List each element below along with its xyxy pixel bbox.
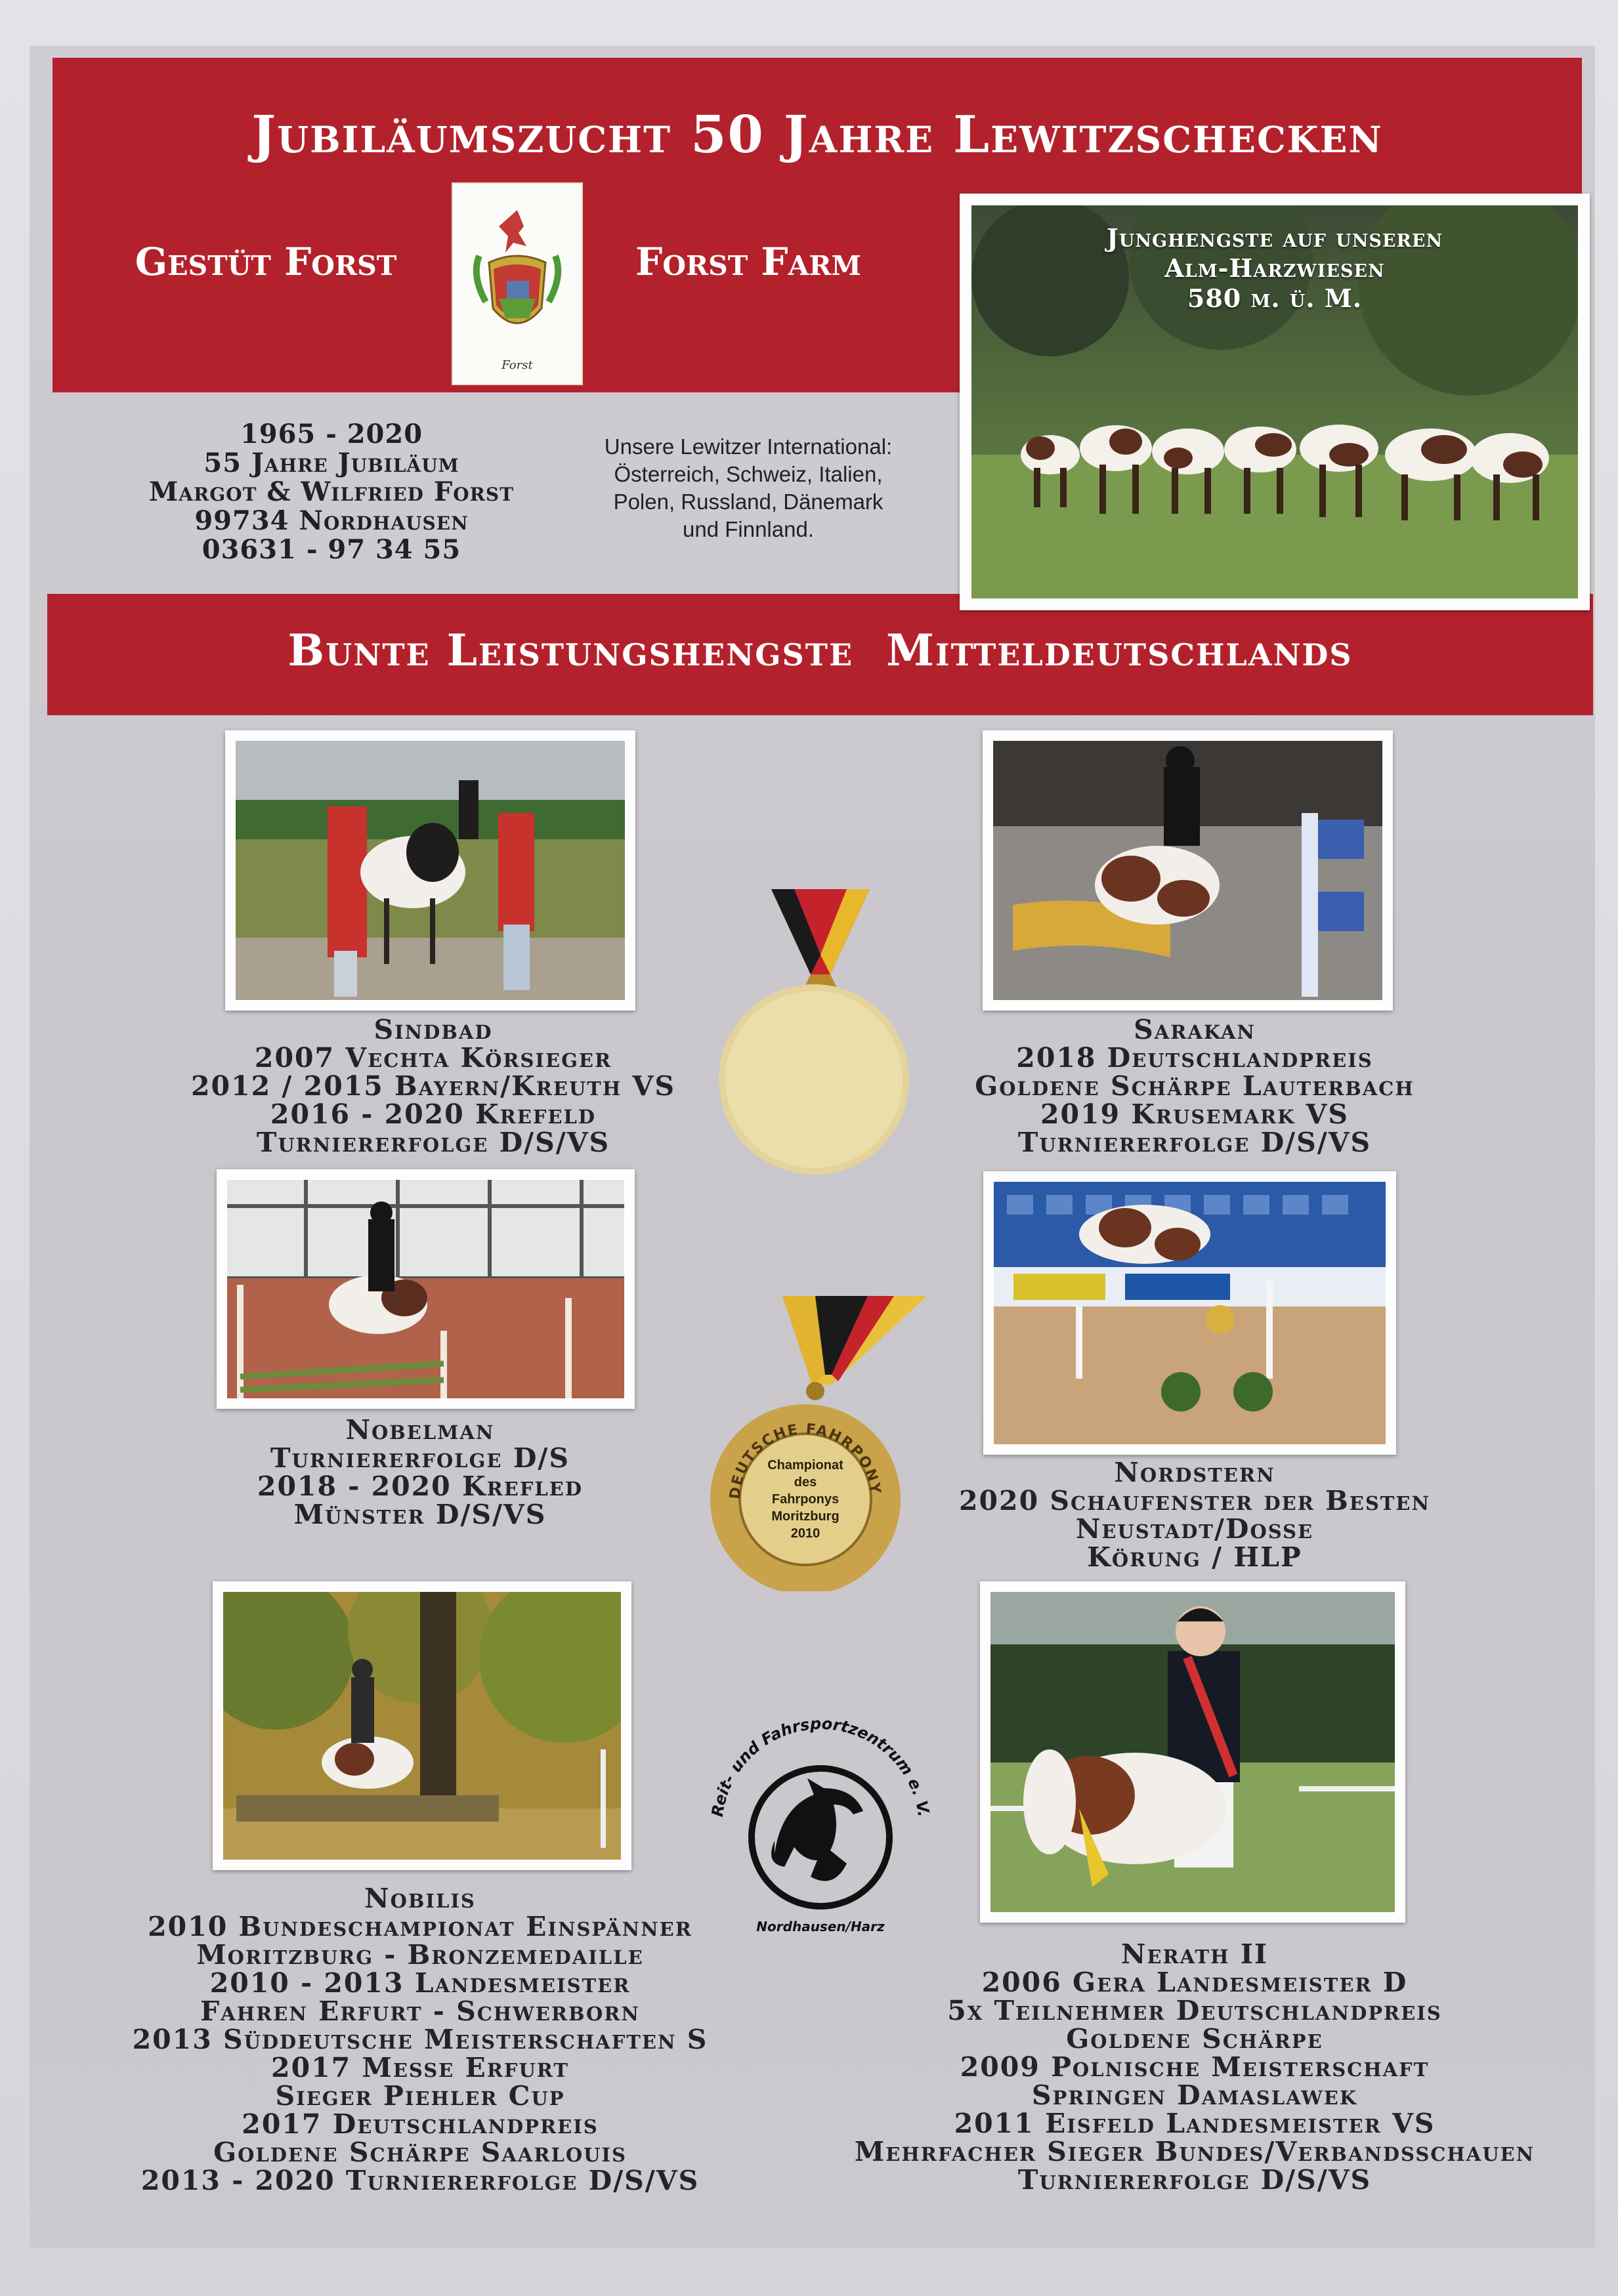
caption-nordstern <box>906 1459 1483 1572</box>
medal-center-text <box>759 1457 851 1542</box>
photo-nordstern-image <box>994 1182 1386 1444</box>
stallion-line: 2011 Eisfeld Landesmeister VS <box>954 2108 1436 2139</box>
poster-title: Jubiläumszucht 50 Jahre Lewitzschecken <box>251 105 1383 165</box>
stallion-line: 2017 Deutschlandpreis <box>242 2108 599 2140</box>
stallion-line: 2013 - 2020 Turniererfolge D/S/VS <box>140 2165 700 2196</box>
stallion-line: 5x Teilnehmer Deutschlandpreis <box>947 1995 1442 2026</box>
stallion-name: Nerath II <box>1120 1938 1269 1970</box>
caption-nerath <box>807 1940 1582 2194</box>
stallion-line: 2020 Schaufenster der Besten <box>959 1485 1430 1516</box>
stallion-line: Turniererfolge D/S/VS <box>1017 2164 1372 2196</box>
crest-caption: Forst <box>501 358 533 372</box>
photo-nobilis <box>213 1581 631 1870</box>
stallion-line: 2018 - 2020 Krefled <box>257 1471 584 1502</box>
photo-nobelman-image <box>227 1180 624 1398</box>
stallion-name: Sarakan <box>1134 1014 1256 1045</box>
international-line-4: und Finnland. <box>683 517 814 541</box>
international-block <box>571 433 926 543</box>
stallion-line: Münster D/S/VS <box>293 1499 547 1530</box>
stallion-line: 2010 - 2013 Landesmeister <box>209 1967 631 1999</box>
stallion-line: Körung / HLP <box>1087 1541 1302 1573</box>
medal-line: Fahrponys <box>771 1492 840 1507</box>
stallion-line: 2009 Polnische Meisterschaft <box>960 2051 1430 2083</box>
club-logo <box>696 1690 945 1939</box>
hero-caption-line-2: Alm-Harzwiesen <box>1164 253 1385 283</box>
contact-jubilee: 55 Jahre Jubiläum <box>203 448 459 478</box>
medal-2 <box>704 1296 933 1591</box>
family-crest <box>452 182 583 385</box>
contact-names: Margot & Wilfried Forst <box>149 476 514 507</box>
medal-1 <box>715 889 926 1191</box>
contact-years: 1965 - 2020 <box>240 419 423 449</box>
photo-nerath-image <box>990 1592 1395 1912</box>
stallion-line: Moritzburg - Bronzemedaille <box>196 1939 644 1971</box>
stallion-line: 2019 Krusemark VS <box>1040 1098 1350 1130</box>
gestuet-label: Gestüt Forst <box>135 240 397 284</box>
photo-nordstern <box>983 1171 1396 1455</box>
stallion-name: Nobilis <box>364 1883 476 1914</box>
medal-line: 2010 <box>790 1526 820 1541</box>
international-line-3: Polen, Russland, Dänemark <box>613 490 884 514</box>
stallion-name: Nordstern <box>1114 1457 1275 1488</box>
stallion-name: Sindbad <box>373 1014 493 1045</box>
stallion-line: 2013 Süddeutsche Meisterschaften S <box>132 2024 708 2055</box>
caption-sindbad <box>131 1016 735 1157</box>
caption-nobilis <box>85 1885 755 2195</box>
contact-phone: 03631 - 97 34 55 <box>202 534 461 565</box>
caption-sarakan <box>906 1016 1483 1157</box>
logo-arc-text: Reit- und Fahrsportzentrum e. V. <box>708 1714 933 1818</box>
stallion-line: Mehrfacher Sieger Bundes/Verbandsschauen <box>854 2136 1535 2167</box>
stallion-name: Nobelman <box>345 1414 495 1446</box>
stallion-line: 2010 Bundeschampionat Einspänner <box>148 1911 692 1942</box>
farm-label: Forst Farm <box>635 240 861 284</box>
stallion-line: Neustadt/Dosse <box>1075 1513 1314 1545</box>
hero-caption-line-1: Junghengste auf unseren <box>1106 223 1443 253</box>
stallion-line: Goldene Schärpe Saarlouis <box>213 2137 627 2168</box>
medal-line: Championat <box>767 1458 843 1472</box>
photo-nerath <box>980 1581 1405 1923</box>
stallion-line: 2007 Vechta Körsieger <box>254 1042 612 1074</box>
international-line-2: Österreich, Schweiz, Italien, <box>614 462 883 486</box>
contact-city: 99734 Nordhausen <box>194 505 469 536</box>
stallion-line: Turniererfolge D/S <box>270 1442 570 1474</box>
logo-bottom-text: Nordhausen/Harz <box>756 1919 885 1934</box>
stallion-line: 2018 Deutschlandpreis <box>1016 1042 1373 1074</box>
stallion-line: Sieger Piehler Cup <box>275 2080 565 2112</box>
stallion-line: Springen Damaslawek <box>1031 2079 1358 2111</box>
stallion-line: Goldene Schärpe Lauterbach <box>975 1070 1415 1102</box>
contact-block <box>105 420 558 564</box>
photo-sarakan-image <box>993 741 1382 1000</box>
stallion-line: 2012 / 2015 Bayern/Kreuth VS <box>191 1070 675 1102</box>
medal-line: des <box>794 1475 817 1490</box>
stallion-line: Goldene Schärpe <box>1066 2023 1323 2055</box>
medal-ring-text: DEUTSCHE FAHRPONY <box>727 1421 884 1500</box>
hero-photo-caption <box>960 223 1590 314</box>
photo-sindbad-image <box>236 741 625 1000</box>
stallion-line: Turniererfolge D/S/VS <box>256 1127 610 1158</box>
hero-caption-line-3: 580 m. ü. M. <box>1187 283 1363 313</box>
photo-nobelman <box>217 1169 635 1409</box>
stallion-line: 2016 - 2020 Krefeld <box>270 1098 597 1130</box>
photo-sindbad <box>225 730 635 1011</box>
photo-nobilis-image <box>223 1592 621 1860</box>
photo-sarakan <box>983 730 1393 1011</box>
international-line-1: Unsere Lewitzer International: <box>604 434 893 459</box>
stallion-line: Turniererfolge D/S/VS <box>1017 1127 1372 1158</box>
caption-nobelman <box>118 1416 722 1529</box>
medal-line: Moritzburg <box>771 1509 840 1524</box>
stallion-line: Fahren Erfurt - Schwerborn <box>200 1995 640 2027</box>
section-title: Bunte Leistungshengste Mitteldeutschlands <box>287 625 1353 676</box>
hero-photo-frame <box>960 194 1590 610</box>
stallion-line: 2017 Messe Erfurt <box>271 2052 569 2083</box>
stallion-line: 2006 Gera Landesmeister D <box>981 1967 1408 1998</box>
